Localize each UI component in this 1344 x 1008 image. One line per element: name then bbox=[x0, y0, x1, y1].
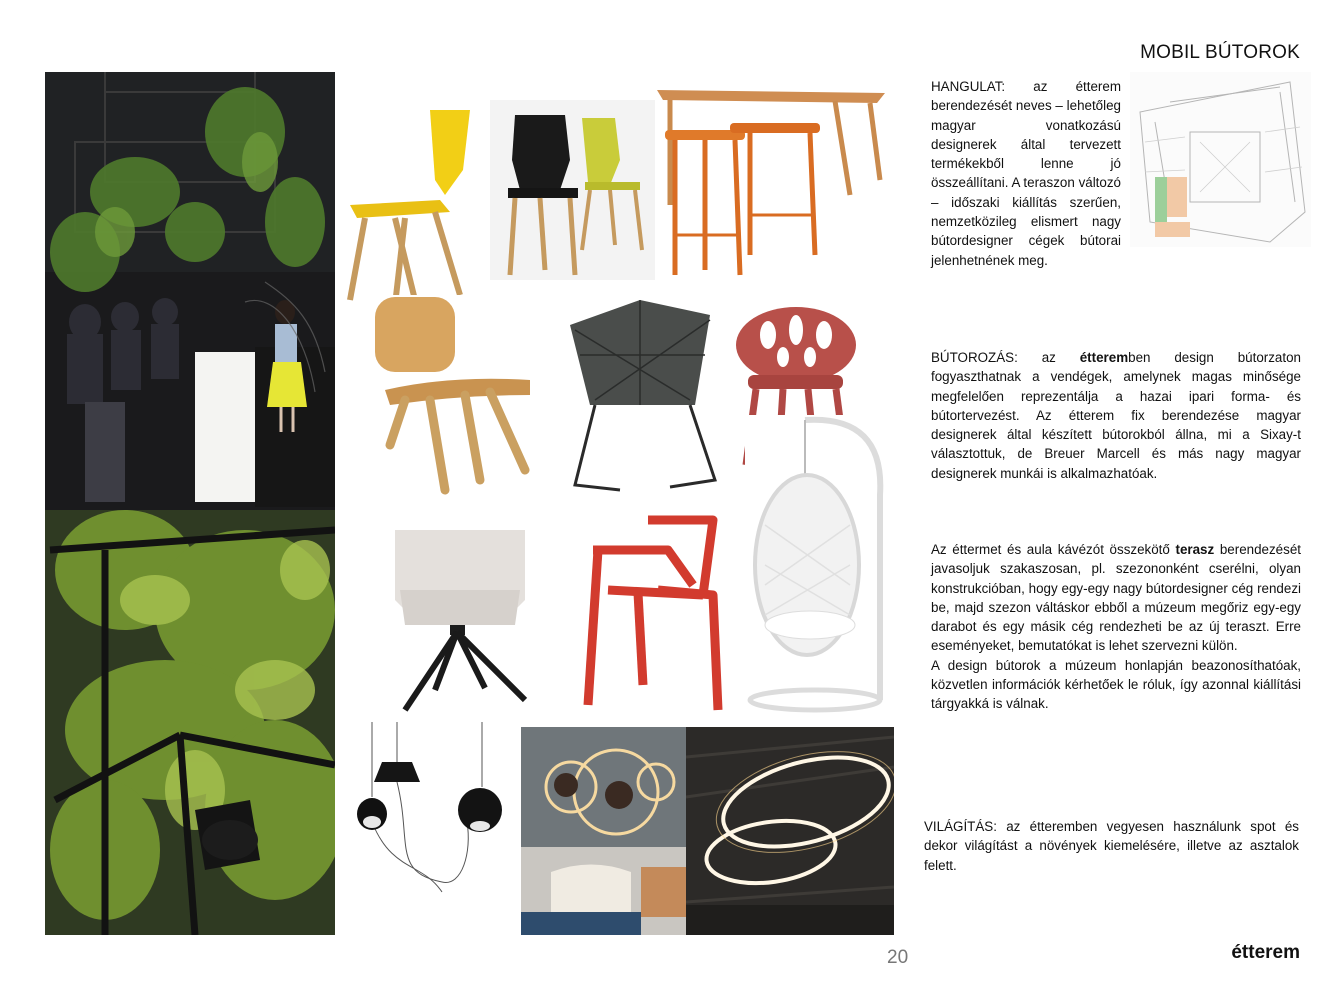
vilagitas-paragraph: VILÁGÍTÁS: az étteremben vegyesen használunk spot és dekor világítást a növények kiemelésére, illetve az asztalok felett. bbox=[924, 819, 1299, 873]
terasz-bold-text: terasz bbox=[1175, 542, 1215, 557]
terasz-paragraph bbox=[931, 540, 1301, 714]
section-label: étterem bbox=[1231, 942, 1300, 963]
butorozas-text-after: ben design bútorzaton fogyaszthatnak a vendégek, amelynek magas minősége megfelelően reprezentálja a hazai ipari forma- és bútortervezést. Az étterem fix berendezése magyar designerek által készített bútorokból állna, mi a Sixay-t választottuk, de Breuer Marcell és más nagy magyar designerek munkái is alkalmazhatóak. bbox=[931, 350, 1301, 481]
floor-plan-image bbox=[1130, 72, 1311, 247]
yellow-chair-photo bbox=[335, 100, 487, 322]
wooden-table-and-stools-photo bbox=[655, 85, 885, 280]
ring-wall-lamps-photo bbox=[521, 727, 686, 935]
page-title: MOBIL BÚTOROK bbox=[1140, 42, 1300, 63]
plywood-chair-photo bbox=[370, 295, 540, 497]
woven-black-chair-photo bbox=[560, 295, 725, 495]
restaurant-interior-photo bbox=[45, 72, 335, 510]
terasz-text-after: berendezését javasoljuk szakaszosan, pl. szezononként cserélni, olyan konstrukcióban, hogy egy-egy nagy bútordesigner cég rendezi be, majd szezon váltáskor ebből a múzeum megőriz egy-egy darabot és egy másik cég rendezheti be az új teraszt. Erre eseményeket, bemutatókat is lehet szervezni külön. bbox=[931, 542, 1301, 654]
hanging-egg-chair-photo bbox=[745, 415, 885, 715]
terasz-second-text: A design bútorok a múzeum honlapján beazonosíthatóak, közvetlen információk kérhetőek le róluk, így azonnal kiállítási tárgyakká is válnak. bbox=[931, 657, 1301, 712]
hangulat-paragraph: HANGULAT: az étterem berendezését neves – lehetőleg magyar vonatkozású designerek által tervezett termékekből lenne jó összeállítani. A teraszon változó – időszaki kiállítás szerűen, nemzetközileg elismert nagy bútordesigner cégek bútorai jelenhetnének meg. bbox=[931, 79, 1121, 268]
grey-lounge-chair-photo bbox=[385, 520, 535, 715]
green-wall-photo bbox=[45, 510, 335, 935]
black-and-green-chairs-photo bbox=[490, 100, 665, 280]
butorozas-bold-text: étterem bbox=[1079, 350, 1129, 365]
butorozas-paragraph bbox=[931, 348, 1301, 483]
ring-chandelier-photo bbox=[686, 727, 894, 935]
pendant-lamps-photo bbox=[352, 722, 512, 902]
terasz-text-before: Az éttermet és aula kávézót összekötő bbox=[931, 542, 1176, 557]
butorozas-text-before: BÚTOROZÁS: az bbox=[931, 350, 1080, 365]
page-number: 20 bbox=[887, 947, 909, 968]
red-armchair-photo bbox=[578, 515, 723, 715]
